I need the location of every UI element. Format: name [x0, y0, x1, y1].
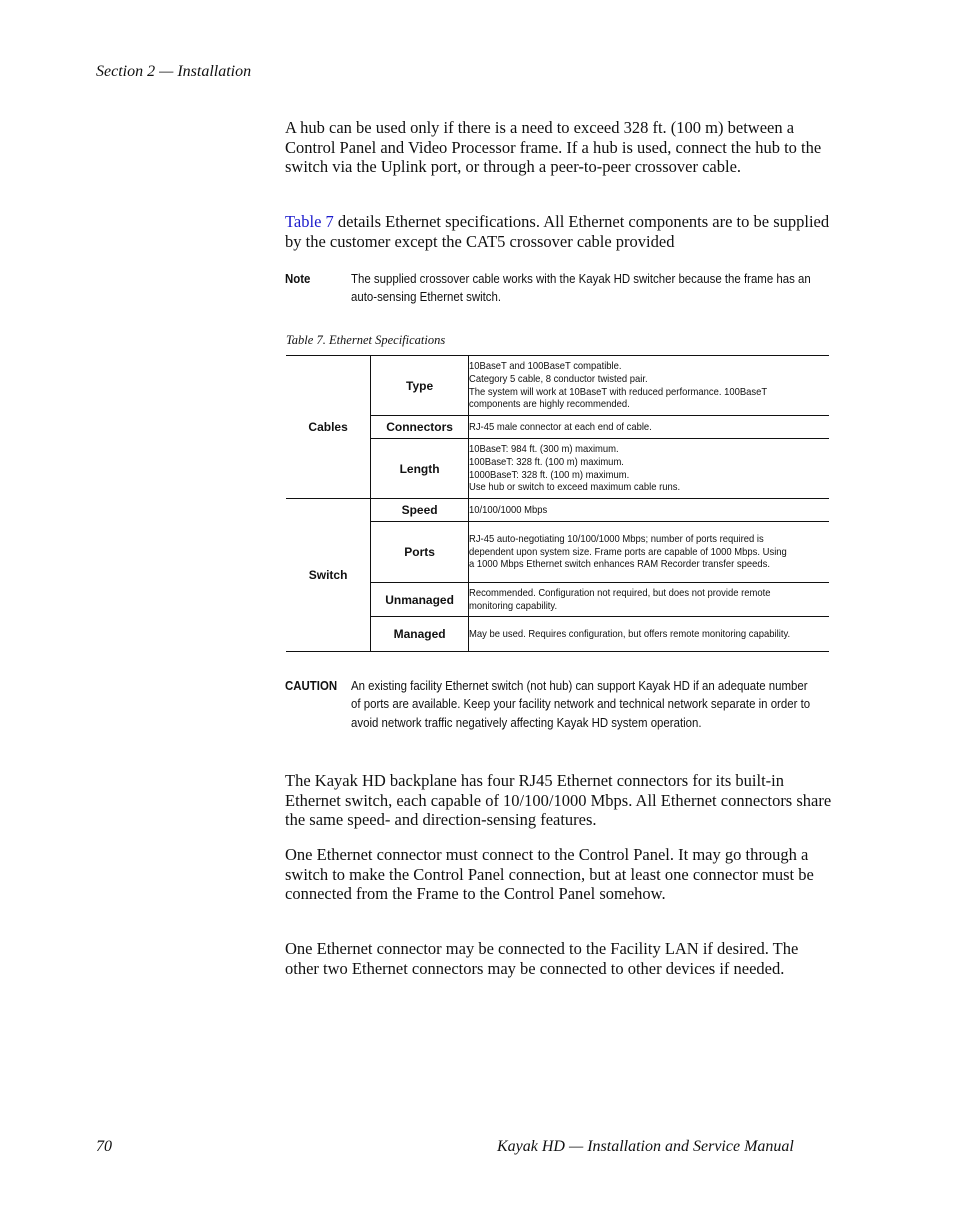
paragraph-table-ref — [285, 212, 835, 251]
note-block — [285, 270, 811, 307]
running-header: Section 2 — Installation — [96, 63, 252, 80]
paragraph-backplane: The Kayak HD backplane has four RJ45 Ethernet connectors for its built-in Ethernet switch, each capable of 10/100/1000 Mbps. All Ethernet connectors share the same speed- and direction-sensing features. — [285, 771, 832, 830]
caution-label: CAUTION — [285, 678, 338, 693]
ethernet-spec-table — [286, 355, 829, 652]
caution-block — [285, 677, 811, 732]
row-label-ports: Ports — [371, 522, 469, 583]
row-desc-connectors: RJ-45 male connector at each end of cable. — [469, 416, 830, 439]
page-number: 70 — [96, 1138, 112, 1155]
note-text: The supplied crossover cable works with the Kayak HD switcher because the frame has an auto-sensing Ethernet switch. — [351, 271, 811, 305]
paragraph-table-ref-text: details Ethernet specifications. All Ethernet components are to be supplied by the customer except the CAT5 crossover cable provided — [285, 212, 830, 251]
table-7-link[interactable]: Table 7 — [285, 212, 334, 231]
caution-text: An existing facility Ethernet switch (not hub) can support Kayak HD if an adequate number of ports are available. Keep your facility network and technical network separate in order to avoid network traffic negatively affecting Kayak HD system operation. — [351, 678, 811, 730]
row-label-unmanaged: Unmanaged — [371, 583, 469, 617]
paragraph-hub: A hub can be used only if there is a need to exceed 328 ft. (100 m) between a Control Panel and Video Processor frame. If a hub is used, connect the hub to the switch via the Uplink port, or through a peer-to-peer crossover cable. — [285, 118, 822, 177]
row-desc-speed: 10/100/1000 Mbps — [469, 499, 830, 522]
category-switch: Switch — [286, 499, 371, 652]
category-cables: Cables — [286, 356, 371, 499]
table-row — [286, 356, 829, 416]
row-desc-ports: RJ-45 auto-negotiating 10/100/1000 Mbps; number of ports required is dependent upon system size. Frame ports are capable of 1000 Mbps. Using a 1000 Mbps Ethernet switch enhances RAM Recorder transfer speeds. — [469, 522, 830, 583]
row-label-connectors: Connectors — [371, 416, 469, 439]
note-label: Note — [285, 271, 311, 286]
paragraph-control-panel: One Ethernet connector must connect to the Control Panel. It may go through a switch to make the Control Panel connection, but at least one connector must be connected from the Frame to the Control Panel somehow. — [285, 845, 814, 904]
row-label-type: Type — [371, 356, 469, 416]
table-row — [286, 499, 829, 522]
row-desc-managed: May be used. Requires configuration, but offers remote monitoring capability. — [469, 617, 830, 652]
row-label-length: Length — [371, 439, 469, 499]
row-desc-type: 10BaseT and 100BaseT compatible. Category 5 cable, 8 conductor twisted pair. The system will work at 10BaseT with reduced performance. 100BaseT components are highly recommended. — [469, 356, 830, 416]
row-label-speed: Speed — [371, 499, 469, 522]
row-label-managed: Managed — [371, 617, 469, 652]
row-desc-length: 10BaseT: 984 ft. (300 m) maximum. 100BaseT: 328 ft. (100 m) maximum. 1000BaseT: 328 ft. (100 m) maximum. Use hub or switch to exceed maximum cable runs. — [469, 439, 830, 499]
paragraph-facility-lan: One Ethernet connector may be connected to the Facility LAN if desired. The other two Ethernet connectors may be connected to other devices if needed. — [285, 939, 799, 978]
table-caption: Table 7. Ethernet Specifications — [286, 333, 446, 347]
row-desc-unmanaged: Recommended. Configuration not required, but does not provide remote monitoring capability. — [469, 583, 830, 617]
footer-title: Kayak HD — Installation and Service Manual — [497, 1138, 794, 1155]
